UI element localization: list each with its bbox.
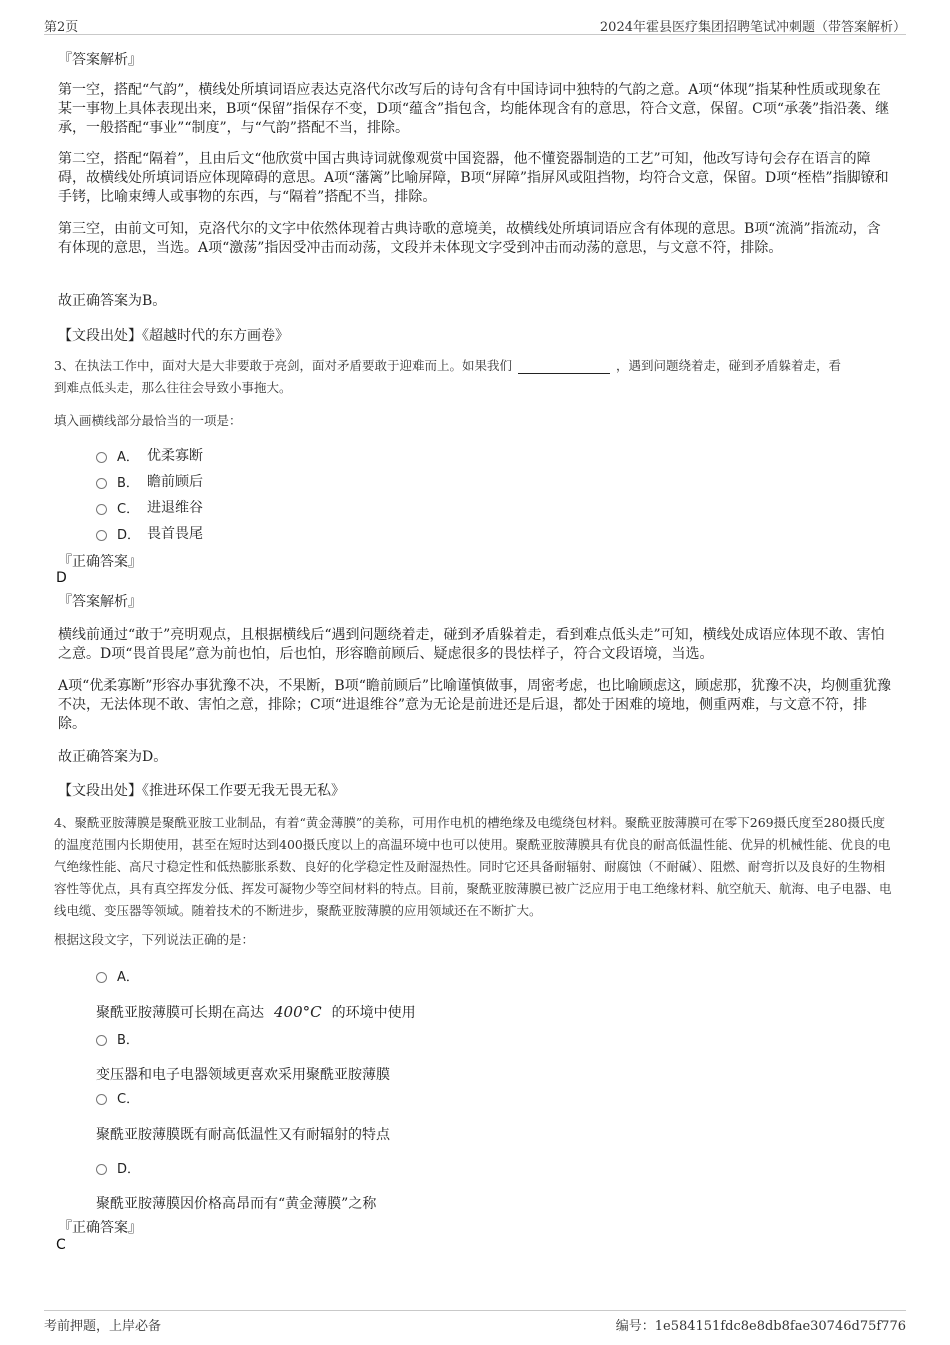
option-d[interactable]: D． (96, 1158, 147, 1177)
option-d-text: 聚酰亚胺薄膜因价格高昂而有“黄金薄膜”之称 (96, 1196, 377, 1212)
option-b[interactable]: B． 瞻前顾后 (96, 471, 203, 491)
answer-label: 『正确答案』 (58, 554, 142, 570)
page-number: 第2页 (44, 20, 79, 35)
radio-icon[interactable] (96, 452, 107, 463)
radio-icon[interactable] (96, 972, 107, 983)
analysis-label: 『答案解析』 (58, 52, 142, 68)
option-c[interactable]: C． (96, 1088, 147, 1107)
source-citation: 【文段出处】《超越时代的东方画卷》 (58, 328, 289, 344)
option-c[interactable]: C． 进退维谷 (96, 497, 203, 517)
radio-icon[interactable] (96, 1094, 107, 1105)
option-a[interactable]: A． 优柔寡断 (96, 445, 203, 465)
correct-answer: D (56, 570, 67, 586)
answer-label: 『正确答案』 (58, 1220, 142, 1236)
radio-icon[interactable] (96, 504, 107, 515)
radio-icon[interactable] (96, 1164, 107, 1175)
analysis-paragraph: 横线前通过“敢于”亮明观点，且根据横线后“遇到问题绕着走，碰到矛盾躲着走，看到难点低头走”可知，横线处成语应体现不敢、害怕之意。D项“畏首畏尾”意为前也怕，后也怕，形容瞻前顾后、疑虑很多的畏怯样子，符合文段语境，当选。 (58, 627, 885, 662)
conclusion: 故正确答案为B。 (58, 293, 167, 309)
question-prompt: 填入画横线部分最恰当的一项是： (54, 413, 242, 428)
blank-line (518, 359, 610, 374)
question-stem: 4、聚酰亚胺薄膜是聚酰亚胺工业制品，有着“黄金薄膜”的美称，可用作电机的槽绝缘及电缆绕包材料。聚酰亚胺薄膜可在零下269摄氏度至280摄氏度的温度范围内长期使用，甚至在短时达到400摄氏度以上的高温环境中也可以使用。聚酰亚胺薄膜具有优良的耐高低温性能、优异的机械性能、优良的电气绝缘性能、高尺寸稳定性和低热膨胀系数、良好的化学稳定性及耐湿热性。同时它还具备耐辐射、耐腐蚀（不耐碱）、阻燃、耐弯折以及良好的生物相容性等优点，具有真空挥发分低、挥发可凝物少等空间材料的特点。目前，聚酰亚胺薄膜已被广泛应用于电工绝缘材料、航空航天、航海、电子电器、电线电缆、变压器等领域。随着技术的不断进步，聚酰亚胺薄膜的应用领域还在不断扩大。 (54, 815, 892, 918)
option-b[interactable]: B． (96, 1029, 147, 1048)
question-stem: 3、在执法工作中，面对大是大非要敢于亮剑，面对矛盾要敢于迎难而上。如果我们 ，遇到问题绕着走，碰到矛盾躲着走，看 到难点低头走，那么往往会导致小事拖大。 (54, 358, 841, 395)
analysis-paragraph: 第二空，搭配“隔着”，且由后文“他欣赏中国古典诗词就像观赏中国瓷器，他不懂瓷器制造的工艺”可知，他改写诗句会存在语言的障碍，故横线处所填词语应体现障碍的意思。A项“藩篱”比喻屏障，B项“屏障”指屏风或阻挡物，均符合文意，保留。D项“桎梏”指脚镣和手铐，比喻束缚人或事物的东西，与“隔着”搭配不当，排除。 (58, 151, 889, 205)
conclusion: 故正确答案为D。 (58, 749, 168, 765)
radio-icon[interactable] (96, 530, 107, 541)
analysis-paragraph: A项“优柔寡断”形容办事犹豫不决，不果断，B项“瞻前顾后”比喻谨慎做事，周密考虑，也比喻顾虑这，顾虑那，犹豫不决，均侧重犹豫不决，无法体现不敢、害怕之意，排除；C项“进退维谷”意为无论是前进还是后退，都处于困难的境地，侧重两难，与文意不符，排除。 (58, 678, 892, 732)
document-id: 编号：1e584151fdc8e8db8fae30746d75f776 (615, 1319, 906, 1334)
option-b-text: 变压器和电子电器领域更喜欢采用聚酰亚胺薄膜 (96, 1067, 390, 1083)
analysis-paragraph: 第三空，由前文可知，克洛代尔的文字中依然体现着古典诗歌的意境美，故横线处所填词语应含有体现的意思。B项“流淌”指流动，含有体现的意思，当选。A项“激荡”指因受冲击而动荡，文段并未体现文字受到冲击而动荡的意思，与文意不符，排除。 (58, 221, 881, 256)
option-a-text: 聚酰亚胺薄膜可长期在高达 400°C 的环境中使用 (96, 1003, 416, 1021)
page-header (44, 14, 906, 35)
footer-slogan: 考前押题，上岸必备 (44, 1319, 162, 1334)
option-a[interactable]: A． (96, 966, 147, 985)
radio-icon[interactable] (96, 1035, 107, 1046)
document-title: 2024年霍县医疗集团招聘笔试冲刺题（带答案解析） (599, 20, 906, 35)
page-footer (44, 1310, 906, 1335)
source-citation: 【文段出处】《推进环保工作要无我无畏无私》 (58, 783, 345, 799)
radio-icon[interactable] (96, 478, 107, 489)
analysis-label: 『答案解析』 (58, 594, 142, 610)
analysis-paragraph: 第一空，搭配“气韵”，横线处所填词语应表达克洛代尔改写后的诗句含有中国诗词中独特的气韵之意。A项“体现”指某种性质或现象在某一事物上具体表现出来，B项“保留”指保存不变，D项“蕴含”指包含，均能体现含有的意思，符合文意，保留。C项“承袭”指沿袭、继承，一般搭配“事业”“制度”，与“气韵”搭配不当，排除。 (58, 82, 890, 136)
option-c-text: 聚酰亚胺薄膜既有耐高低温性又有耐辐射的特点 (96, 1127, 390, 1143)
option-d[interactable]: D． 畏首畏尾 (96, 523, 203, 543)
temperature-math: 400°C (274, 1003, 322, 1021)
question-prompt: 根据这段文字，下列说法正确的是： (54, 932, 255, 947)
correct-answer: C (56, 1237, 66, 1253)
